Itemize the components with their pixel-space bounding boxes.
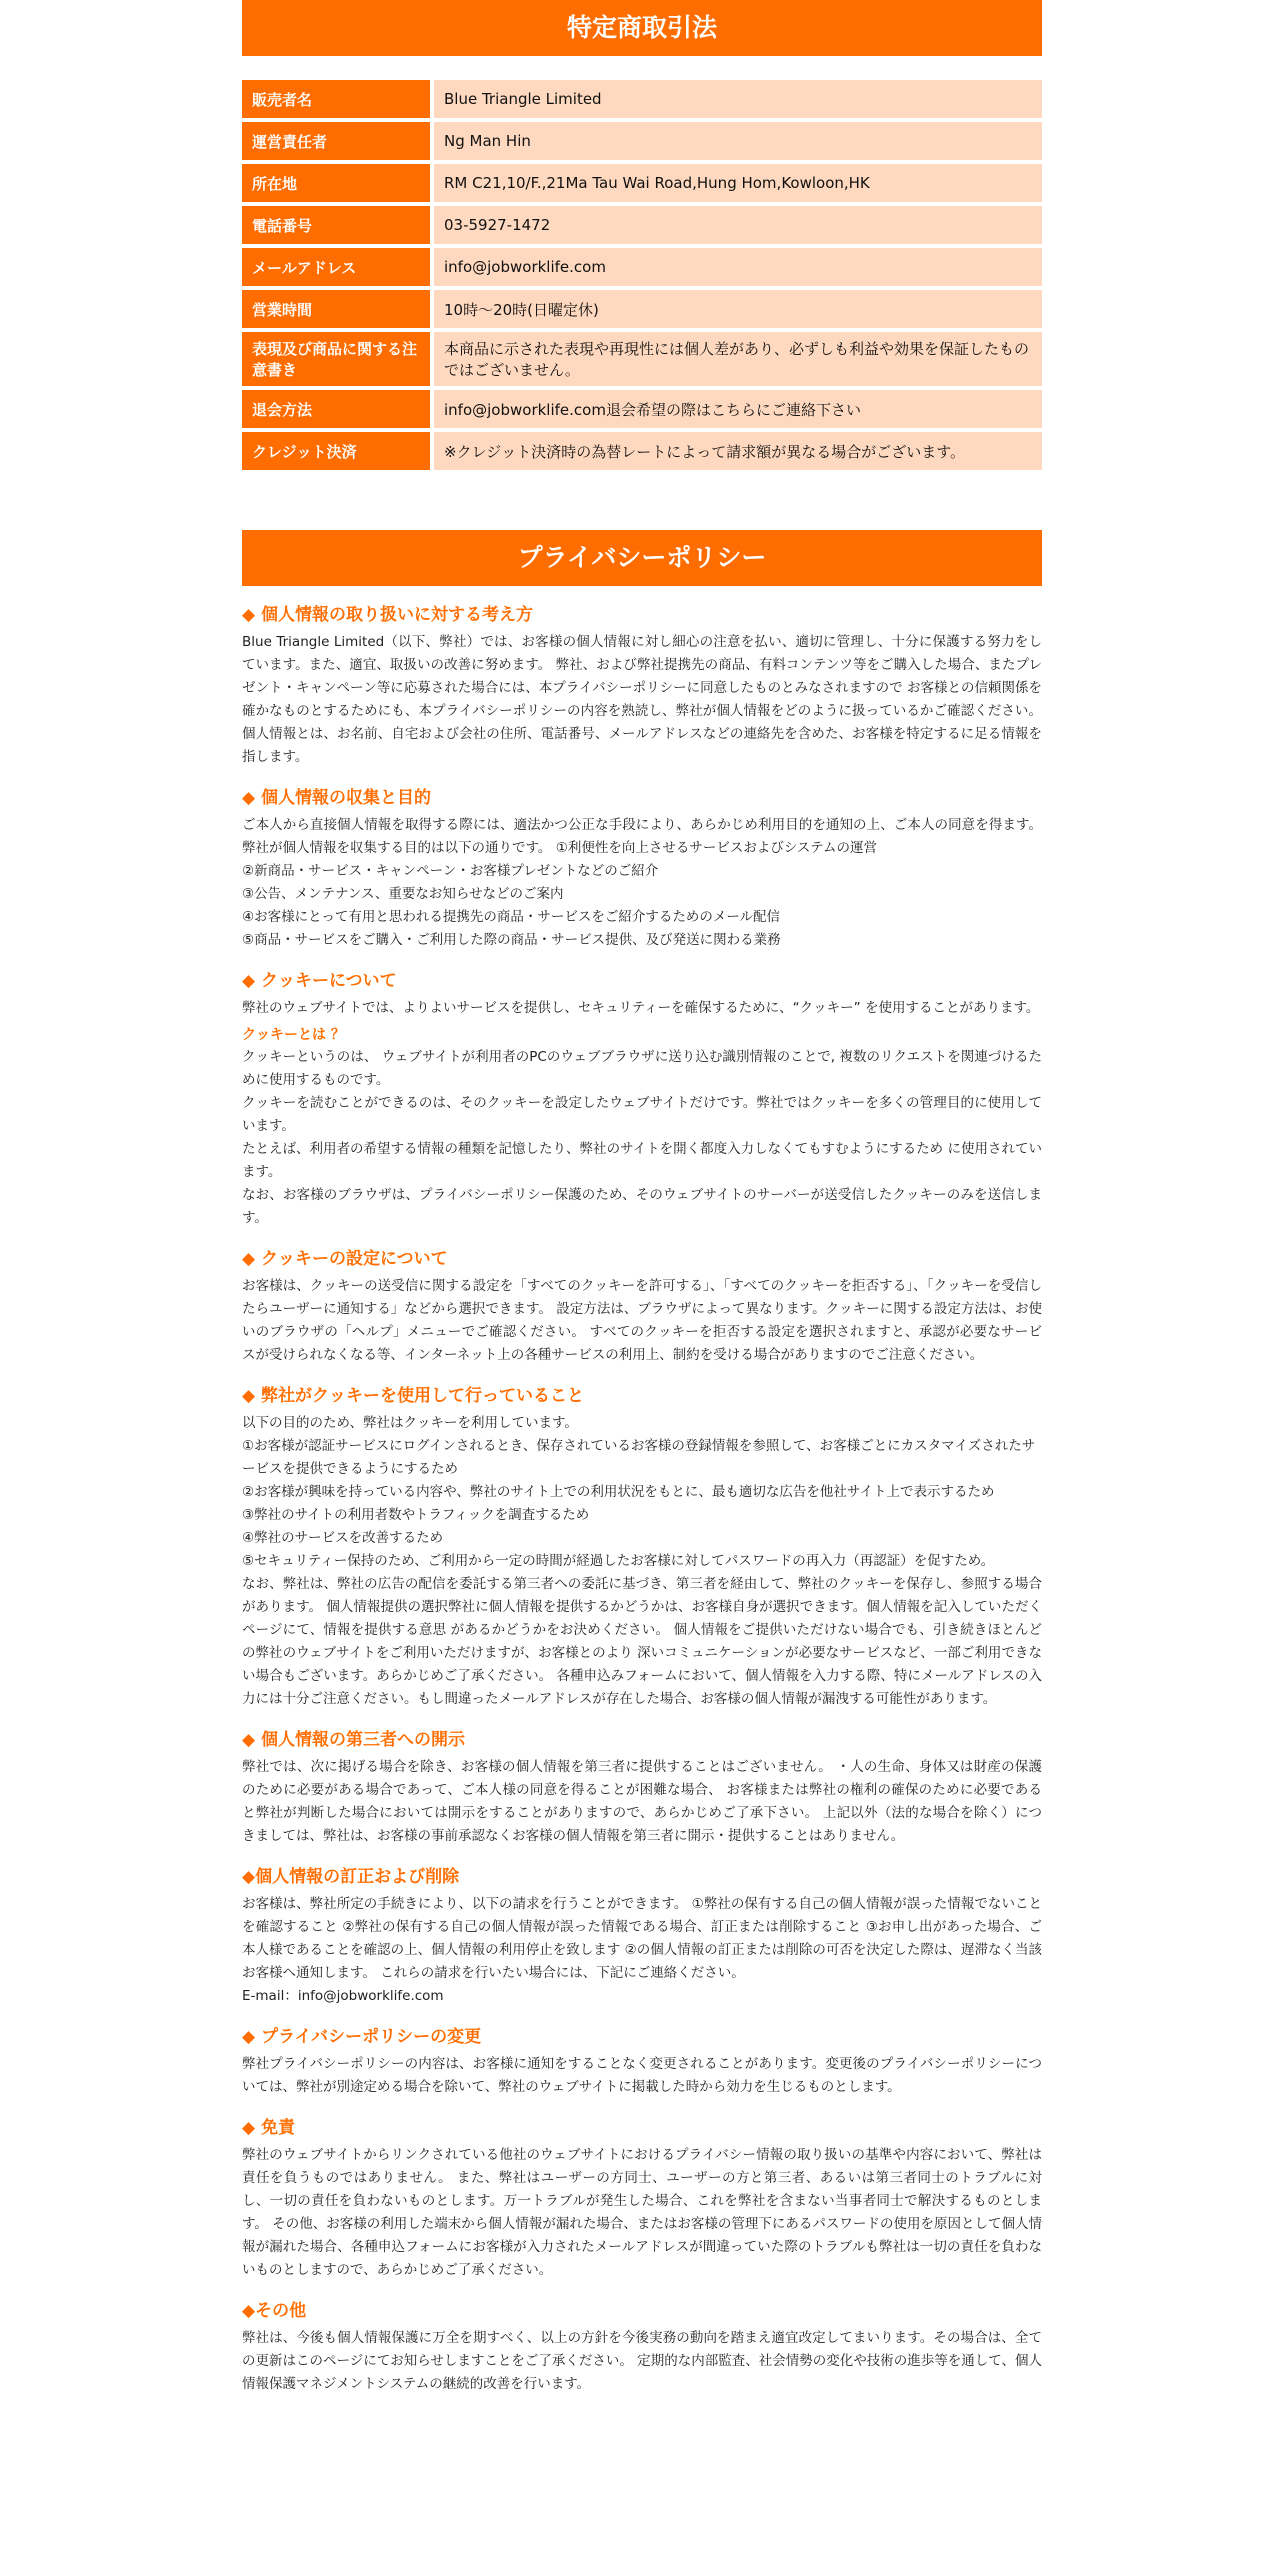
section-body: 弊社のウェブサイトでは、よりよいサービスを提供し、セキュリティーを確保するために、“クッキー” を使用することがあります。: [242, 1000, 1040, 1016]
list-item: ④お客様にとって有用と思われる提携先の商品・サービスをご紹介するためのメール配信: [242, 909, 781, 925]
section-paragraph: たとえば、利用者の希望する情報の種類を記憶したり、弊社のサイトを開く都度入力しなくてもすむようにするため に使用されています。: [242, 1141, 1042, 1180]
law-row: [242, 248, 1042, 286]
privacy-section-3: [242, 966, 1042, 1230]
law-title-banner: 特定商取引法: [242, 0, 1042, 56]
section-body: 弊社プライバシーポリシーの内容は、お客様に通知をすることなく変更されることがあります。変更後のプライバシーポリシーについては、弊社が別途定める場合を除いて、弊社のウェブサイトに掲載した時から効力を生じるものとします。: [242, 2056, 1042, 2095]
law-row: [242, 332, 1042, 386]
cookie-purpose-list: [242, 1435, 1042, 1573]
sub-heading: クッキーとは ？: [242, 1027, 345, 1043]
law-label: 販売者名: [242, 80, 434, 118]
privacy-section-10: [242, 2296, 1042, 2396]
section-heading: ◆ クッキーの設定について: [242, 1249, 448, 1269]
section-heading: ◆ 個人情報の第三者への開示: [242, 1730, 465, 1750]
privacy-title-banner: プライバシーポリシー: [242, 530, 1042, 586]
law-row: [242, 390, 1042, 428]
section-paragraph: なお、お客様のブラウザは、プライバシーポリシー保護のため、そのウェブサイトのサーバーが送受信したクッキーのみを送信します。: [242, 1187, 1042, 1226]
section-body: なお、弊社は、弊社の広告の配信を委託する第三者への委託に基づき、第三者を経由して、弊社のクッキーを保存し、参照する場合があります。 個人情報提供の選択弊社に個人情報を提供するかどうかは、お客様自身が選択できます。個人情報を記入していただくページにて、情報を提供する意思 があるかどうかをお決めください。 個人情報をご提供いただけない場合でも、引き続きほとんどの弊社のウェブサイトをご利用いただけますが、お客様とのより 深いコミュニケーションが必要なサービスなど、一部ご利用できない場合もございます。あらかじめご了承ください。 各種申込みフォームにおいて、個人情報を入力する際、特にメールアドレスの入力には十分ご注意ください。もし間違ったメールアドレスが存在した場合、お客様の個人情報が漏洩する可能性があります。: [242, 1576, 1042, 1707]
law-value: info@jobworklife.com退会希望の際はこちらにご連絡下さい: [434, 390, 1042, 428]
law-label: メールアドレス: [242, 248, 434, 286]
page: [242, 0, 1042, 2396]
law-label: 所在地: [242, 164, 434, 202]
law-row: [242, 122, 1042, 160]
section-body: 弊社では、次に掲げる場合を除き、お客様の個人情報を第三者に提供することはございません。 ・人の生命、身体又は財産の保護のために必要がある場合であって、ご本人様の同意を得ることが困難な場合、 お客様または弊社の権利の確保のために必要であると弊社が判断した場合においては開示をすることがありますので、あらかじめご了承下さい。 上記以外（法的な場合を除く）につきましては、弊社は、お客様の事前承認なくお客様の個人情報を第三者に開示・提供することはありません。: [242, 1759, 1042, 1844]
law-label: 電話番号: [242, 206, 434, 244]
section-paragraph: クッキーというのは、 ウェブサイトが利用者のPCのウェブブラウザに送り込む識別情報のことで, 複数のリクエストを関連づけるために使用するものです。: [242, 1049, 1042, 1088]
privacy-section-2: [242, 783, 1042, 952]
law-row: [242, 164, 1042, 202]
section-intro: 以下の目的のため、弊社はクッキーを利用しています。: [242, 1415, 578, 1431]
privacy-section-4: [242, 1244, 1042, 1367]
list-item: ④弊社のサービスを改善するため: [242, 1530, 444, 1546]
list-item: ③弊社のサイトの利用者数やトラフィックを調査するため: [242, 1507, 590, 1523]
privacy-section-5: [242, 1381, 1042, 1711]
law-value: 本商品に示された表現や再現性には個人差があり、必ずしも利益や効果を保証したものではございません。: [434, 332, 1042, 386]
section-body: ご本人から直接個人情報を取得する際には、適法かつ公正な手段により、あらかじめ利用目的を通知の上、ご本人の同意を得ます。弊社が個人情報を収集する目的は以下の通りです。 ①利便性を向上させるサービスおよびシステムの運営: [242, 817, 1042, 856]
section-heading: ◆ クッキーについて: [242, 971, 397, 991]
section-body: 弊社は、今後も個人情報保護に万全を期すべく、以上の方針を今後実務の動向を踏まえ適宜改定してまいります。その場合は、全ての更新はこのページにてお知らせしますことをご了承ください。 定期的な内部監査、社会情勢の変化や技術の進歩等を通して、個人情報保護マネジメントシステムの継続的改善を行います。: [242, 2330, 1042, 2392]
section-heading: ◆個人情報の訂正および削除: [242, 1867, 460, 1887]
section-paragraph: クッキーを読むことができるのは、そのクッキーを設定したウェブサイトだけです。弊社ではクッキーを多くの管理目的に使用しています。: [242, 1095, 1042, 1134]
law-row: [242, 290, 1042, 328]
privacy-section-7: [242, 1862, 1042, 2008]
law-row: [242, 80, 1042, 118]
list-item: ⑤商品・サービスをご購入・ご利用した際の商品・サービス提供、及び発送に関わる業務: [242, 932, 781, 948]
section-heading: ◆ 個人情報の収集と目的: [242, 788, 431, 808]
privacy-section-6: [242, 1725, 1042, 1848]
law-value: Ng Man Hin: [434, 122, 1042, 160]
law-label: 運営責任者: [242, 122, 434, 160]
section-heading: ◆ 個人情報の取り扱いに対する考え方: [242, 605, 533, 625]
section-body: 弊社のウェブサイトからリンクされている他社のウェブサイトにおけるプライバシー情報の取り扱いの基準や内容において、弊社は 責任を負うものではありません。 また、弊社はユーザーの方同士、ユーザーの方と第三者、あるいは第三者同士のトラブルに対し、一切の責任を負わないものとします。万一トラブルが発生した場合、これを弊社を含まない当事者同士で解決するものとします。 その他、お客様の利用した端末から個人情報が漏れた場合、またはお客様の管理下にあるパスワードの使用を原因として個人情報が漏れた場合、各種申込フォームにお客様が入力されたメールアドレスが間違っていた際のトラブルも弊社は一切の責任を負わないものとしますので、あらかじめご了承ください。: [242, 2147, 1042, 2278]
law-label: 表現及び商品に関する注意書き: [242, 332, 434, 386]
privacy-section-9: [242, 2113, 1042, 2282]
contact-email: E-mail：info@jobworklife.com: [242, 1988, 444, 2004]
list-item: ②新商品・サービス・キャンペーン・お客様プレゼントなどのご紹介: [242, 863, 659, 879]
law-row: [242, 206, 1042, 244]
section-spacer: [242, 474, 1042, 530]
law-value: 03-5927-1472: [434, 206, 1042, 244]
list-item: ②お客様が興味を持っている内容や、弊社のサイト上での利用状況をもとに、最も適切な広告を他社サイト上で表示するため: [242, 1484, 995, 1500]
section-heading: ◆その他: [242, 2301, 307, 2321]
law-label: 営業時間: [242, 290, 434, 328]
privacy-section-8: [242, 2022, 1042, 2099]
law-label: 退会方法: [242, 390, 434, 428]
section-heading: ◆ 免責: [242, 2118, 295, 2138]
section-heading: ◆ プライバシーポリシーの変更: [242, 2027, 482, 2047]
list-item: ③公告、メンテナンス、重要なお知らせなどのご案内: [242, 886, 564, 902]
law-value: info@jobworklife.com: [434, 248, 1042, 286]
section-body: お客様は、弊社所定の手続きにより、以下の請求を行うことができます。 ①弊社の保有する自己の個人情報が誤った情報でないことを確認すること ②弊社の保有する自己の個人情報が誤った情報である場合、訂正または削除すること ③お申し出があった場合、ご本人様であることを確認の上、個人情報の利用停止を致します ②の個人情報の訂正または削除の可否を決定した際は、遅滞なく当該お客様へ通知します。 これらの請求を行いたい場合には、下記にご連絡ください。: [242, 1896, 1042, 1981]
law-value: 10時〜20時(日曜定休): [434, 290, 1042, 328]
list-item: ⑤セキュリティー保持のため、ご利用から一定の時間が経過したお客様に対してパスワードの再入力（再認証）を促すため。: [242, 1553, 995, 1569]
section-body: Blue Triangle Limited（以下、弊社）では、お客様の個人情報に対し細心の注意を払い、適切に管理し、十分に保護する努力をしています。また、適宜、取扱いの改善に努めます。 弊社、および弊社提携先の商品、有料コンテンツ等をご購入した場合、またプレゼント・キャンペーン等に応募された場合には、本プライバシーポリシーに同意したものとみなされますので お客様との信頼関係を確かなものとするためにも、本プライバシーポリシーの内容を熟読し、弊社が個人情報をどのように扱っているかご確認ください。 個人情報とは、お名前、自宅および会社の住所、電話番号、メールアドレスなどの連絡先を含めた、お客様を特定するに足る情報を指します。: [242, 634, 1042, 765]
law-value: ※クレジット決済時の為替レートによって請求額が異なる場合がございます。: [434, 432, 1042, 470]
purpose-list: [242, 860, 1042, 952]
privacy-section-1: [242, 600, 1042, 769]
law-value: RM C21,10/F.,21Ma Tau Wai Road,Hung Hom,Kowloon,HK: [434, 164, 1042, 202]
law-label: クレジット決済: [242, 432, 434, 470]
law-row: [242, 432, 1042, 470]
law-table: [242, 76, 1042, 474]
section-heading: ◆ 弊社がクッキーを使用して行っていること: [242, 1386, 584, 1406]
section-body: お客様は、クッキーの送受信に関する設定を「すべてのクッキーを許可する」、「すべてのクッキーを拒否する」、「クッキーを受信したらユーザーに通知する」などから選択できます。 設定方法は、ブラウザによって異なります。クッキーに関する設定方法は、お使いのブラウザの「ヘルプ」メニューでご確認ください。 すべてのクッキーを拒否する設定を選択されますと、承認が必要なサービスが受けられなくなる等、インターネット上の各種サービスの利用上、制約を受ける場合がありますのでご注意ください。: [242, 1278, 1042, 1363]
law-value: Blue Triangle Limited: [434, 80, 1042, 118]
list-item: ①お客様が認証サービスにログインされるとき、保存されているお客様の登録情報を参照して、お客様ごとにカスタマイズされたサービスを提供できるようにするため: [242, 1438, 1036, 1477]
